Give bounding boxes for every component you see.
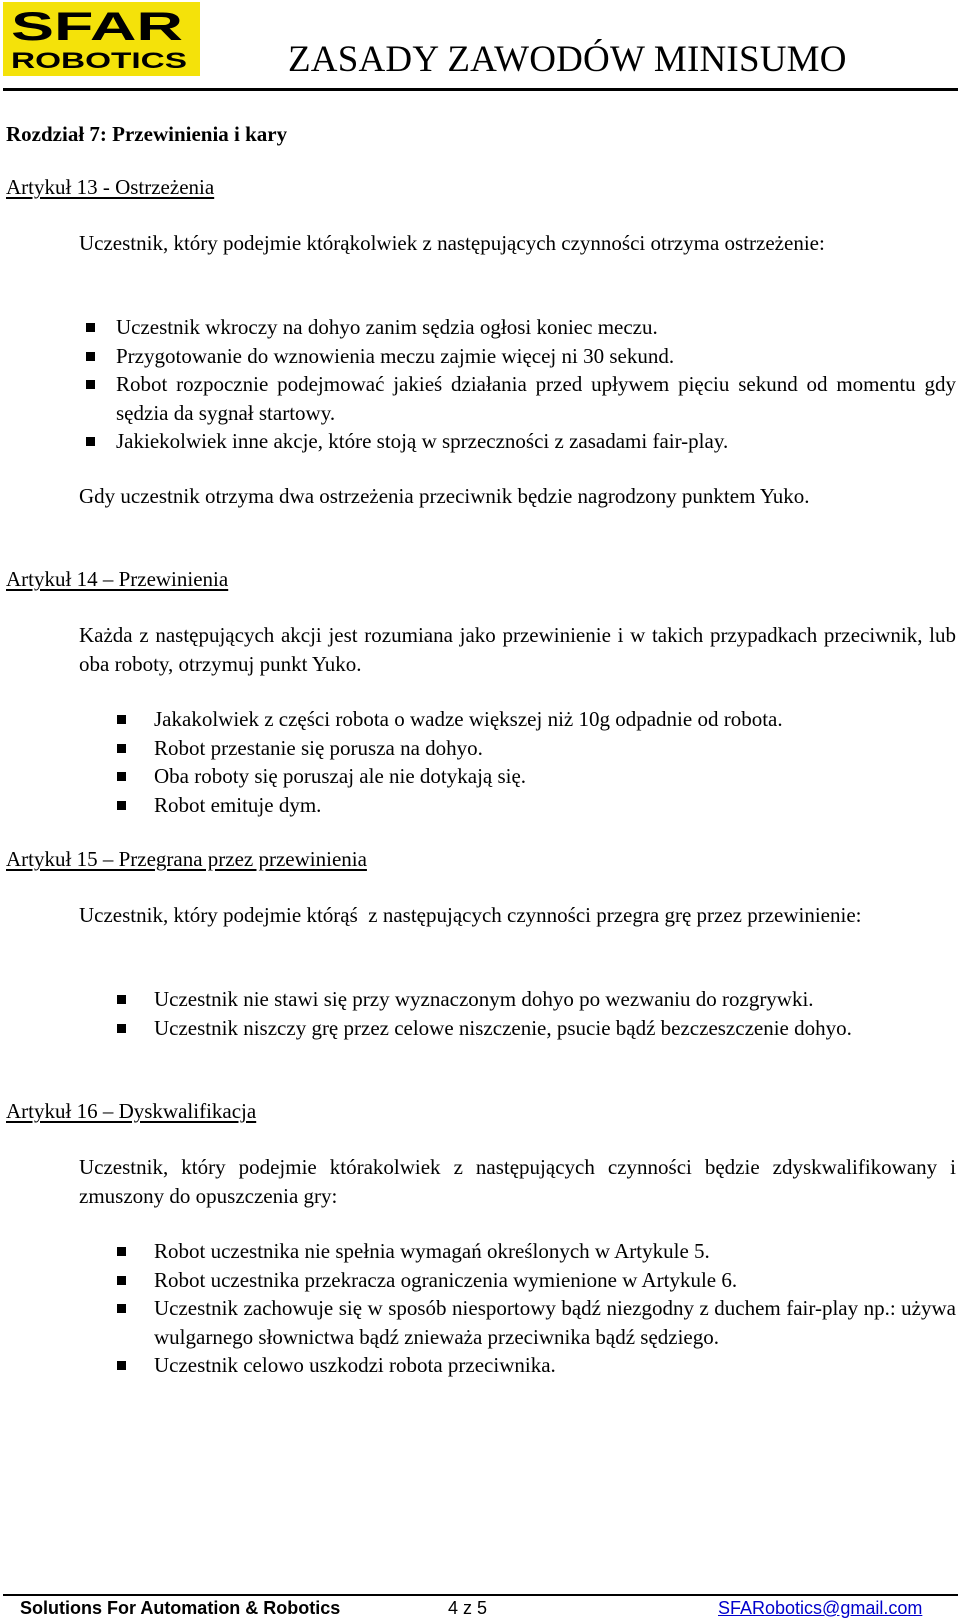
- article-16-intro: Uczestnik, który podejmie którakolwiek z następujących czynności będzie zdyskwalifikowany i zmuszony do opuszczenia gry:: [79, 1155, 956, 1208]
- svg-text:SFAR: SFAR: [11, 5, 184, 49]
- bullet-icon: [117, 1024, 126, 1033]
- list-item: Uczestnik zachowuje się w sposób niesportowy bądź niezgodny z duchem fair-play np.: używa wulgarnego słownictwa bądź znieważa przeciwnika bądź sędziego.: [79, 1294, 956, 1351]
- bullet-icon: [86, 352, 95, 361]
- chapter-title: Rozdział 7: Przewinienia i kary: [6, 122, 288, 146]
- article-13-list: [79, 313, 956, 456]
- list-item: Robot rozpocznie podejmować jakieś działania przed upływem pięciu sekund od momentu gdy sędzia da sygnał startowy.: [79, 370, 956, 427]
- article-14-intro: Każda z następujących akcji jest rozumiana jako przewinienie i w takich przypadkach przeciwnik, lub oba roboty, otrzymuj punkt Yuko.: [79, 623, 956, 676]
- bullet-icon: [117, 1276, 126, 1285]
- list-item: Jakakolwiek z części robota o wadze większej niż 10g odpadnie od robota.: [79, 705, 956, 734]
- bullet-icon: [86, 437, 95, 446]
- sfar-robotics-logo: [3, 2, 200, 76]
- list-item: Oba roboty się poruszaj ale nie dotykają się.: [79, 762, 956, 791]
- article-15-heading: Artykuł 15 – Przegrana przez przewinienia: [6, 847, 367, 871]
- document-title: ZASADY ZAWODÓW MINISUMO: [288, 39, 847, 80]
- article-16-list: [79, 1237, 956, 1380]
- article-13-heading: Artykuł 13 - Ostrzeżenia: [6, 175, 215, 199]
- list-item: Robot przestanie się porusza na dohyo.: [79, 734, 956, 763]
- bullet-icon: [117, 744, 126, 753]
- article-14-list: [79, 705, 956, 819]
- list-item: Uczestnik celowo uszkodzi robota przeciwnika.: [79, 1351, 956, 1380]
- bullet-icon: [117, 772, 126, 781]
- bullet-icon: [117, 1247, 126, 1256]
- list-item: Robot uczestnika przekracza ograniczenia wymienione w Artykule 6.: [79, 1266, 956, 1295]
- list-item: Robot uczestnika nie spełnia wymagań określonych w Artykule 5.: [79, 1237, 956, 1266]
- list-item: Robot emituje dym.: [79, 791, 956, 820]
- article-13-closing: Gdy uczestnik otrzyma dwa ostrzeżenia przeciwnik będzie nagrodzony punktem Yuko.: [79, 484, 810, 508]
- header-divider: [3, 88, 958, 91]
- footer-email-link[interactable]: SFARobotics@gmail.com: [718, 1598, 923, 1618]
- list-item: Uczestnik niszczy grę przez celowe niszczenie, psucie bądź bezczeszczenie dohyo.: [79, 1014, 956, 1043]
- bullet-icon: [117, 995, 126, 1004]
- svg-text:ROBOTICS: ROBOTICS: [11, 48, 187, 73]
- article-14-heading: Artykuł 14 – Przewinienia: [6, 567, 229, 591]
- logo-graphic: [3, 2, 200, 76]
- list-item: Uczestnik wkroczy na dohyo zanim sędzia ogłosi koniec meczu.: [79, 313, 956, 342]
- article-16-heading: Artykuł 16 – Dyskwalifikacja: [6, 1099, 257, 1123]
- list-item: Uczestnik nie stawi się przy wyznaczonym dohyo po wezwaniu do rozgrywki.: [79, 985, 956, 1014]
- bullet-icon: [117, 1361, 126, 1370]
- footer-divider: [3, 1594, 958, 1596]
- bullet-icon: [117, 715, 126, 724]
- page-number: 4 z 5: [448, 1598, 488, 1618]
- bullet-icon: [86, 380, 95, 389]
- footer-company: Solutions For Automation & Robotics: [20, 1598, 341, 1618]
- list-item: Jakiekolwiek inne akcje, które stoją w sprzeczności z zasadami fair-play.: [79, 427, 956, 456]
- bullet-icon: [86, 323, 95, 332]
- list-item: Przygotowanie do wznowienia meczu zajmie więcej ni 30 sekund.: [79, 342, 956, 371]
- article-15-intro: Uczestnik, który podejmie którąś z następujących czynności przegra grę przez przewinienie:: [79, 903, 862, 927]
- bullet-icon: [117, 1304, 126, 1313]
- bullet-icon: [117, 801, 126, 810]
- article-13-intro: Uczestnik, który podejmie którąkolwiek z następujących czynności otrzyma ostrzeżenie:: [79, 231, 825, 255]
- article-15-list: [79, 985, 956, 1042]
